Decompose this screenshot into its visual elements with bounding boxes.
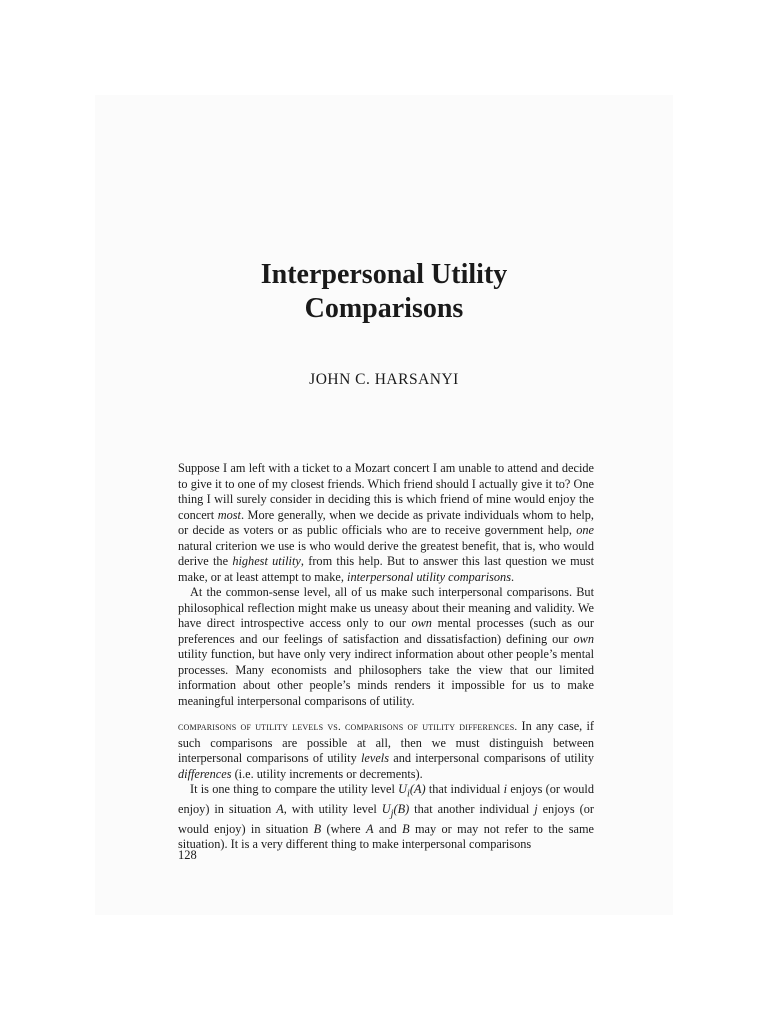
text-run: At the common-sense level, all of us make such interpersonal comparisons. But philosophical reflection might make us uneasy about their meaning and validity. We have direct introspective access only to our: [178, 585, 594, 630]
math-subscript: i: [407, 788, 410, 800]
section-heading: comparisons of utility levels vs. comparisons of utility differences.: [178, 721, 518, 733]
math-symbol: i: [503, 782, 508, 796]
text-run: , with utility level: [283, 801, 382, 816]
text-run: natural criterion we use is who would derive the greatest benefit, that is, who would derive the: [178, 538, 594, 568]
math-symbol: U: [398, 782, 408, 796]
text-run: It is one thing to compare the utility level: [190, 782, 399, 796]
math-symbol: A: [276, 801, 284, 816]
text-run: .: [511, 569, 515, 584]
math-symbol: A: [366, 821, 374, 836]
title-line-1: Interpersonal Utility: [260, 259, 508, 290]
title-line-2: Comparisons: [304, 293, 464, 324]
text-run: , from this help. But to answer this last question we must make, or at least attempt to make,: [178, 554, 594, 584]
emphasis: one: [576, 523, 594, 537]
page-number: 128: [178, 848, 197, 862]
text-run: and interpersonal comparisons of utility: [388, 751, 594, 765]
math-symbol: U: [381, 801, 391, 816]
text-run: Suppose I am left with a ticket to a Mozart concert I am unable to attend and decide to give it to one of my closest friends. Which friend should I actually give it to? One thing I will surely consider in deciding this is which friend of mine would enjoy the concert: [178, 461, 594, 522]
emphasis: most: [217, 507, 241, 522]
math-subscript: j: [390, 808, 394, 820]
emphasis: differences: [178, 766, 232, 781]
text-run: enjoys (or would enjoy) in situation: [178, 801, 594, 836]
text-run: utility function, but have only very indirect information about other people’s mental processes. Many economists and philosophers take the view that our limited information about other people’s minds renders it impossible for us to make meaningful interpersonal comparisons of utility.: [178, 647, 594, 708]
paragraph-3: [178, 719, 594, 782]
text-run: mental processes (such as our preferences and our feelings of satisfaction and dissatisfaction) defining our: [178, 616, 594, 646]
text-run: In any case, if such comparisons are possible at all, then we must distinguish between interpersonal comparisons of utility: [178, 719, 594, 765]
math-symbol: B: [313, 821, 322, 836]
math-symbol: B: [402, 821, 410, 836]
emphasis: highest utility: [232, 554, 301, 568]
emphasis: own: [573, 631, 594, 646]
text-run: that another individual: [409, 801, 535, 816]
math-symbol: j: [534, 801, 538, 816]
paragraph-1: [178, 461, 594, 585]
emphasis: own: [411, 616, 432, 630]
text-run: (where: [321, 821, 367, 836]
author-name: JOHN C. HARSANYI: [309, 371, 459, 388]
emphasis: levels: [360, 751, 389, 765]
text-run: that individual: [425, 782, 504, 796]
math-argument: (A): [409, 782, 426, 796]
emphasis: interpersonal utility comparisons: [347, 569, 511, 584]
article-title: [0, 258, 768, 326]
text-run: (i.e. utility increments or decrements).: [231, 766, 423, 781]
paragraph-4: [178, 782, 594, 853]
intro-section: [178, 461, 594, 709]
text-run: . More generally, when we decide as private individuals whom to help, or decide as voters or as public officials who are to receive government help,: [178, 507, 594, 537]
text-run: enjoys (or would enjoy) in situation: [178, 782, 594, 816]
math-argument: (B): [393, 801, 410, 816]
levels-vs-differences-section: [178, 719, 594, 853]
paragraph-2: [178, 585, 594, 709]
text-run: may or may not refer to the same situation). It is a very different thing to make interpersonal comparisons: [178, 821, 595, 852]
text-run: and: [373, 821, 403, 836]
